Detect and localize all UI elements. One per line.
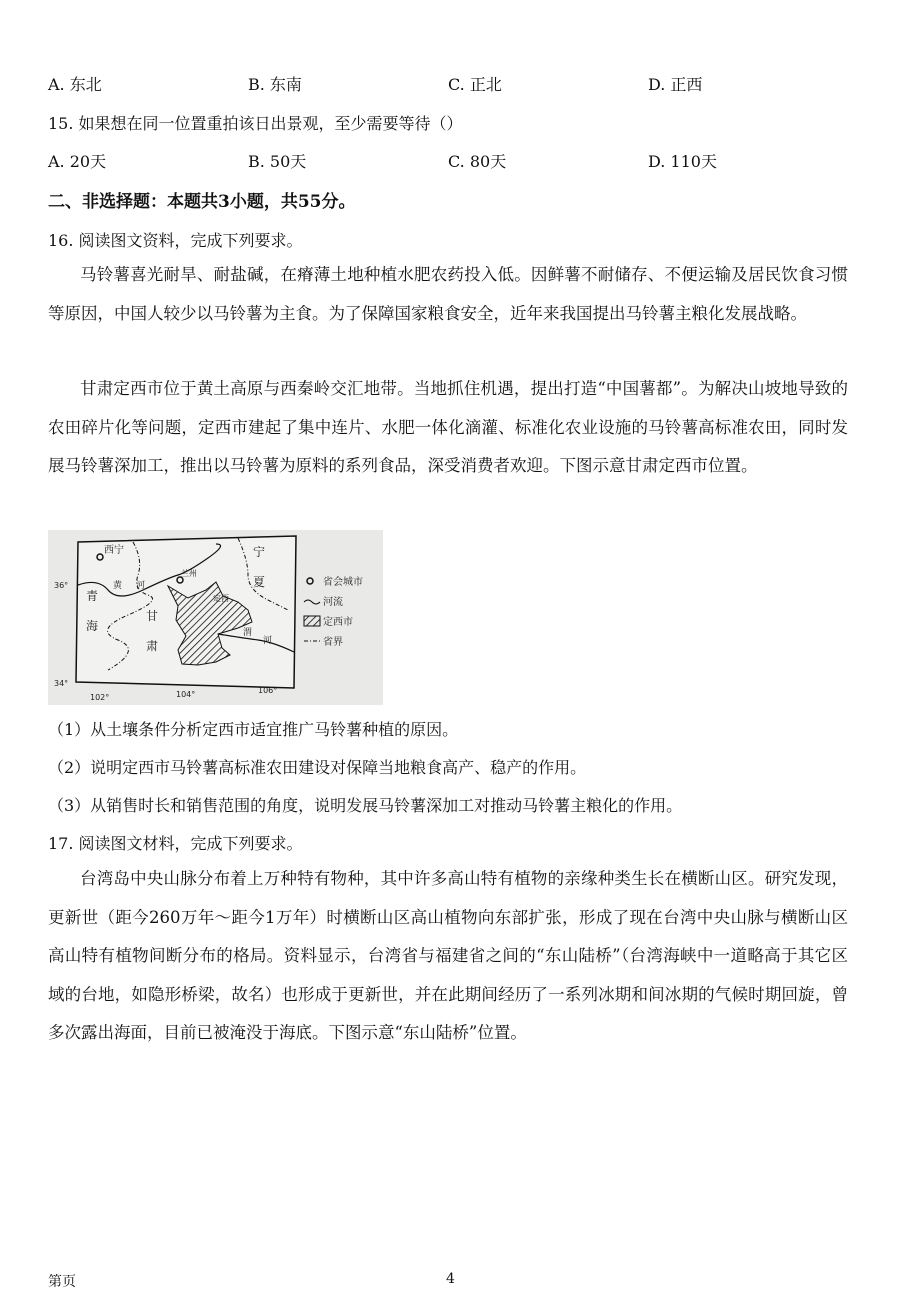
- option-b[interactable]: B. 50天: [248, 152, 307, 171]
- legend-city-icon: [307, 578, 313, 584]
- q14-options: [48, 72, 868, 95]
- legend-dingxi-icon: [304, 616, 320, 626]
- legend-border: 省界: [323, 637, 343, 648]
- label-he: 河: [263, 636, 273, 646]
- label-qinghai: 海: [86, 619, 99, 633]
- dingxi-location-map: [48, 530, 383, 705]
- q16-paragraph-1: 马铃薯喜光耐旱、耐盐碱，在瘠薄土地种植水肥农药投入低。因鲜薯不耐储存、不便运输及居民饮食习惯等原因，中国人较少以马铃薯为主食。为了保障国家粮食安全，近年来我国提出马铃薯主粮化发展战略。: [48, 265, 848, 323]
- label-qinghai: 青: [86, 589, 99, 603]
- q16-sub-2: （2）说明定西市马铃薯高标准农田建设对保障当地粮食高产、稳产的作用。: [48, 758, 587, 777]
- option-d[interactable]: D. 正西: [648, 75, 703, 94]
- legend-city: 省会城市: [323, 577, 363, 588]
- q16-paragraph-2: 甘肃定西市位于黄土高原与西秦岭交汇地带。当地抓住机遇，提出打造“中国薯都”。为解决山坡地导致的农田碎片化等问题，定西市建起了集中连片、水肥一体化滴灌、标准化农业设施的马铃薯高标准农田，同时发展马铃薯深加工，推出以马铃薯为原料的系列食品，深受消费者欢迎。下图示意甘肃定西市位置。: [48, 379, 848, 475]
- label-ningxia: 夏: [253, 575, 266, 589]
- label-lanzhou: 兰州: [181, 569, 197, 578]
- q16-stem: 16. 阅读图文资料，完成下列要求。: [48, 231, 303, 250]
- legend-dingxi: 定西市: [323, 617, 353, 628]
- label-huang: 黄: [113, 581, 123, 591]
- footer-label: 第页: [48, 1274, 76, 1290]
- option-c[interactable]: C. 80天: [448, 152, 507, 171]
- lon-tick: 102°: [90, 693, 110, 702]
- q16-sub-1: （1）从土壤条件分析定西市适宜推广马铃薯种植的原因。: [48, 720, 459, 739]
- q17-stem: 17. 阅读图文材料，完成下列要求。: [48, 834, 303, 853]
- lon-tick: 106°: [258, 686, 278, 695]
- label-gansu: 肃: [146, 639, 159, 653]
- q16-sub-3: （3）从销售时长和销售范围的角度，说明发展马铃薯深加工对推动马铃薯主粮化的作用。: [48, 796, 683, 815]
- label-wei: 渭: [243, 628, 253, 638]
- legend-river: 河流: [323, 597, 343, 608]
- label-gansu: 甘: [146, 609, 159, 623]
- option-a[interactable]: A. 20天: [48, 152, 107, 171]
- option-d[interactable]: D. 110天: [648, 152, 717, 171]
- q15-stem: 15. 如果想在同一位置重拍该日出景观，至少需要等待（）: [48, 114, 463, 133]
- q17-paragraph-1: 台湾岛中央山脉分布着上万种特有物种，其中许多高山特有植物的亲缘种类生长在横断山区。研究发现，更新世（距今260万年～距今1万年）时横断山区高山植物向东部扩张，形成了现在台湾中央山脉与横断山区高山特有植物间断分布的格局。资料显示，台湾省与福建省之间的“东山陆桥”（台湾海峡中一道略高于其它区域的台地，如隐形桥梁，故名）也形成于更新世，并在此期间经历了一系列冰期和间冰期的气候时期回旋，曾多次露出海面，目前已被淹没于海底。下图示意“东山陆桥”位置。: [48, 869, 848, 1042]
- lat-tick: 36°: [54, 581, 69, 590]
- section-heading: 二、非选择题：本题共3小题，共55分。: [48, 192, 356, 212]
- label-he: 河: [136, 581, 146, 591]
- legend-river-icon: [304, 600, 320, 604]
- q15-options: [48, 149, 868, 172]
- option-a[interactable]: A. 东北: [48, 75, 102, 94]
- page-number: 4: [446, 1271, 455, 1287]
- lat-tick: 34°: [54, 679, 69, 688]
- label-dingxi: 定西: [213, 594, 229, 603]
- option-c[interactable]: C. 正北: [448, 75, 502, 94]
- lon-tick: 104°: [176, 690, 196, 699]
- option-b[interactable]: B. 东南: [248, 75, 302, 94]
- label-ningxia: 宁: [253, 545, 266, 559]
- label-xining: 西宁: [104, 545, 124, 556]
